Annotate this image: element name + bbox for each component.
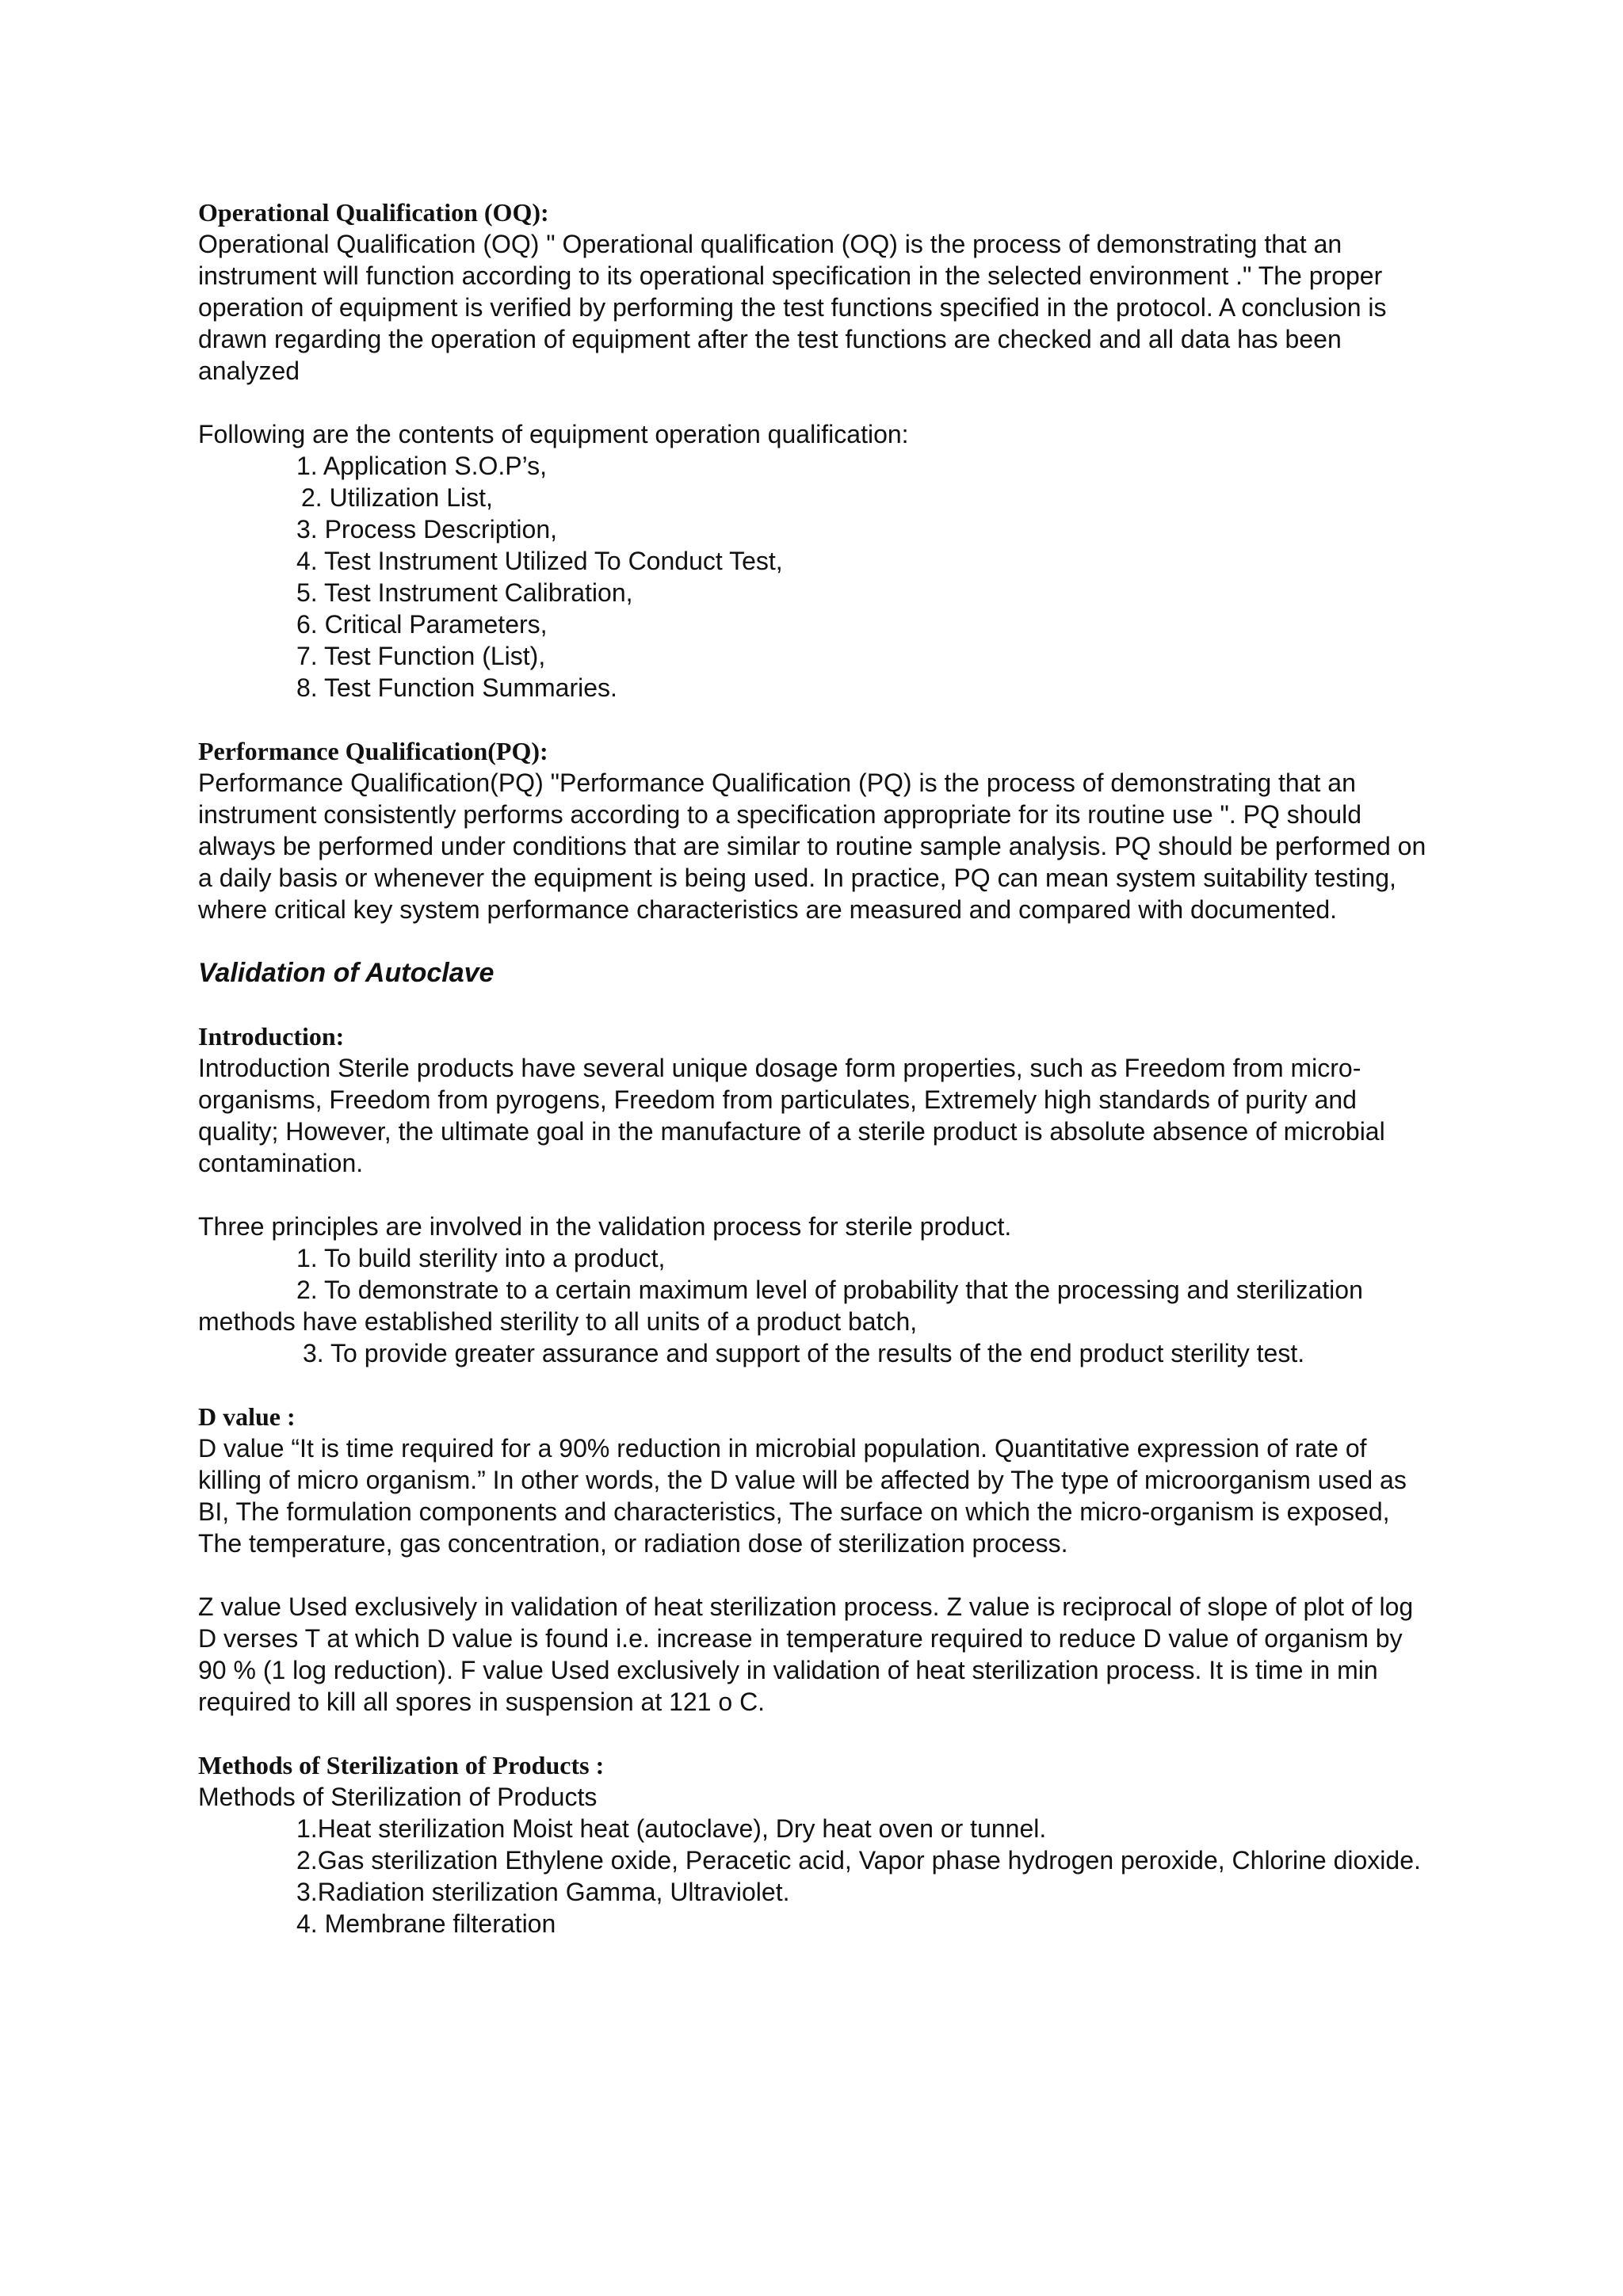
oq-heading: Operational Qualification (OQ): <box>198 198 549 227</box>
principles-intro: Three principles are involved in the validation process for sterile product. <box>198 1212 1012 1241</box>
principle-3: 3. To provide greater assurance and support of the results of the end product sterility test. <box>303 1339 1305 1367</box>
list-item: 8. Test Function Summaries. <box>296 673 617 702</box>
list-item: 1. Application S.O.P’s, <box>296 452 548 480</box>
list-item: 5. Test Instrument Calibration, <box>296 578 633 607</box>
methods-subtitle: Methods of Sterilization of Products <box>198 1783 598 1811</box>
list-item: 7. Test Function (List), <box>296 642 546 670</box>
list-item: 6. Critical Parameters, <box>296 610 548 639</box>
oq-text: Operational Qualification (OQ) " Operational qualification (OQ) is the process of demonstrating that an instrument will function according to its operational specification in the selected environment ." The proper operation of equipment is verified by performing the test functions specified in the protocol. A conclusion is drawn regarding the operation of equipment after the test functions are checked and all data has been analyzed <box>198 230 1387 385</box>
method-item-2: 2.Gas sterilization Ethylene oxide, Peracetic acid, Vapor phase hydrogen peroxide, Chlorine dioxide. <box>296 1846 1421 1875</box>
list-item: 3. Process Description, <box>296 515 558 543</box>
zvalue-text: Z value Used exclusively in validation of heat sterilization process. Z value is reciprocal of slope of plot of log D verses T at which D value is found i.e. increase in temperature required to reduce D value of organism by 90 % (1 log reduction). F value Used exclusively in validation of heat sterilization process. It is time in min required to kill all spores in suspension at 121 o C. <box>198 1592 1414 1716</box>
method-item-1: 1.Heat sterilization Moist heat (autoclave), Dry heat oven or tunnel. <box>296 1814 1047 1843</box>
dvalue-heading: D value : <box>198 1402 296 1431</box>
principle-1: 1. To build sterility into a product, <box>296 1244 666 1272</box>
pq-text: Performance Qualification(PQ) "Performance Qualification (PQ) is the process of demonstrating that an instrument consistently performs according to a specification appropriate for its routine use ". PQ should always be performed under conditions that are similar to routine sample analysis. PQ should be performed on a daily basis or whenever the equipment is being used. In practice, PQ can mean system suitability testing, where critical key system performance characteristics are measured and compared with documented. <box>198 769 1426 924</box>
oq-contents-list <box>198 450 1434 704</box>
principle-2: 2. To demonstrate to a certain maximum level of probability that the processing and sterilization methods have established sterility to all units of a product batch, <box>198 1276 1363 1336</box>
autoclave-title: Validation of Autoclave <box>198 958 495 988</box>
methods-heading: Methods of Sterilization of Products : <box>198 1751 605 1779</box>
pq-heading: Performance Qualification(PQ): <box>198 737 548 765</box>
dvalue-text: D value “It is time required for a 90% reduction in microbial population. Quantitative expression of rate of killing of micro organism.” In other words, the D value will be affected by The type of microorganism used as BI, The formulation components and characteristics, The surface on which the micro-organism is exposed, The temperature, gas concentration, or radiation dose of sterilization process. <box>198 1434 1407 1558</box>
list-item: 4. Test Instrument Utilized To Conduct Test, <box>296 547 783 575</box>
document-body <box>198 196 1434 1939</box>
oq-contents-intro: Following are the contents of equipment operation qualification: <box>198 420 909 448</box>
method-item-3: 3.Radiation sterilization Gamma, Ultraviolet. <box>296 1878 790 1906</box>
intro-text: Introduction Sterile products have several unique dosage form properties, such as Freedom from micro-organisms, Freedom from pyrogens, Freedom from particulates, Extremely high standards of purity and quality; However, the ultimate goal in the manufacture of a sterile product is absolute absence of microbial contamination. <box>198 1054 1385 1177</box>
method-item-4: 4. Membrane filteration <box>296 1909 556 1938</box>
list-item: 2. Utilization List, <box>301 483 493 512</box>
intro-heading: Introduction: <box>198 1022 345 1051</box>
